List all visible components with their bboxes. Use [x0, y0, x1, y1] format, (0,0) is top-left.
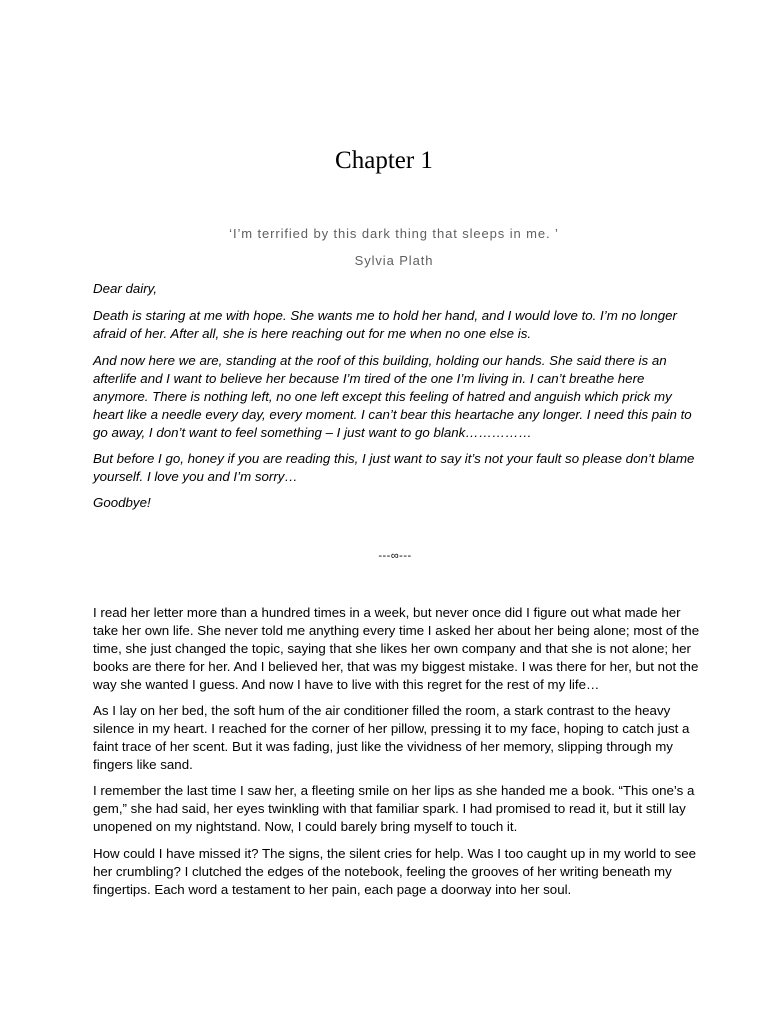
narrative-paragraph: I read her letter more than a hundred times in a week, but never once did I figure out what made her take her own life. She never told me anything every time I asked her about her being alone; most of the time, she just changed the topic, saying that she likes her own company and that she is not alone; her books are there for her. And I believed her, that was my biggest mistake. I was there for her, but not the way she wanted I guess. And now I have to live with this regret for the rest of my life… — [93, 605, 700, 693]
epigraph-quote: ‘I’m terrified by this dark thing that sleeps in me. ’ — [229, 226, 559, 241]
chapter-title: Chapter 1 — [335, 147, 433, 174]
letter-paragraph: But before I go, honey if you are reading this, I just want to say it’s not your fault so please don’t blame yourself. I love you and I’m sorry… — [93, 451, 695, 485]
narrative-paragraph: As I lay on her bed, the soft hum of the air conditioner filled the room, a stark contrast to the heavy silence in my heart. I reached for the corner of her pillow, pressing it to my face, hoping to catch just a faint trace of her scent. But it was fading, just like the vividness of her memory, slipping through my fingers like sand. — [93, 703, 690, 773]
letter-paragraph: Death is staring at me with hope. She wants me to hold her hand, and I would love to. I’m no longer afraid of her. After all, she is here reaching out for me when no one else is. — [93, 308, 677, 342]
narrative-paragraph: I remember the last time I saw her, a fleeting smile on her lips as she handed me a book. “This one’s a gem,” she had said, her eyes twinkling with that familiar spark. I had promised to read it, but it still lay unopened on my nightstand. Now, I could barely bring myself to touch it. — [93, 783, 695, 835]
letter-salutation: Dear dairy, — [93, 281, 158, 296]
epigraph-author: Sylvia Plath — [354, 253, 434, 268]
letter-signoff: Goodbye! — [93, 495, 151, 510]
narrative-paragraph: How could I have missed it? The signs, the silent cries for help. Was I too caught up in my world to see her crumbling? I clutched the edges of the notebook, feeling the grooves of her writing beneath my fingertips. Each word a testament to her pain, each page a doorway into her soul. — [93, 846, 697, 898]
letter-paragraph: And now here we are, standing at the roof of this building, holding our hands. She said there is an afterlife and I want to believe her because I’m tired of the one I’m living in. I can’t breathe here anymore. There is nothing left, no one left except this feeling of hatred and anguish which prick my heart like a needle every day, every moment. I can’t bear this heartache any longer. I need this pain to go away, I don’t want to feel something – I just want to go blank…………… — [93, 353, 692, 441]
section-divider: ---∞--- — [378, 550, 412, 562]
